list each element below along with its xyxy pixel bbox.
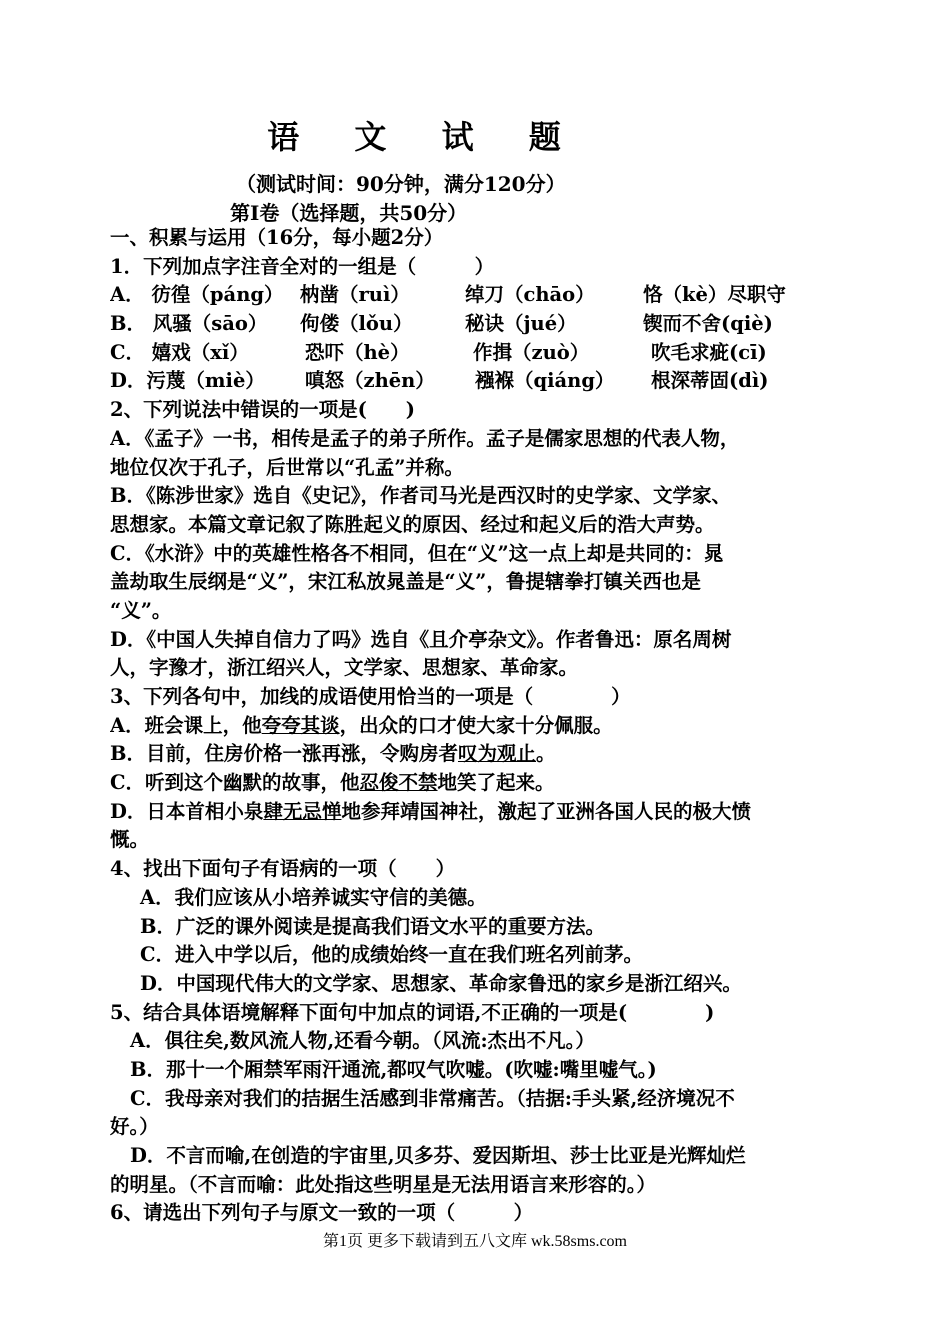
section-heading: 一、积累与运用（16分，每小题2分） [110,226,444,249]
q1-b-2: 佝偻（lǒu） [300,312,413,336]
q3-a-idiom: 夸夸其谈 [261,713,340,737]
q3-d-idiom: 肆无忌惮 [263,799,342,823]
q3-b-post: 。 [536,742,556,766]
q1-option-row [110,367,835,396]
q1-d-1: D．污蔑（miè） [110,369,265,393]
q1-d-3: 襁褓（qiáng） [475,369,615,393]
q2-line: 盖劫取生辰纲是“义”，宋江私放晁盖是“义”，鲁提辖拳打镇关西也是 [110,570,701,594]
q3-a-post: ，出众的口才使大家十分佩服。 [339,713,613,737]
q1-a-3: 绰刀（chāo） [465,283,595,307]
q3-option-a [110,712,835,741]
q3-b-idiom: 叹为观止 [457,742,536,766]
q3-option-c [110,769,835,798]
q1-a-1: A． 彷徨（páng） [110,283,284,307]
q5-stem: 5、结合具体语境解释下面句中加点的词语,不正确的一项是( ) [110,1000,715,1024]
q3-stem: 3、下列各句中，加线的成语使用恰当的一项是（ ） [110,685,631,708]
q2-line: A．《孟子》一书，相传是孟子的弟子所作。孟子是儒家思想的代表人物， [110,426,740,450]
q3-d-pre: D．日本首相小泉 [110,799,264,823]
q1-option-row [110,281,835,310]
q2-line: 思想家。本篇文章记叙了陈胜起义的原因、经过和起义后的浩大声势。 [110,512,715,536]
page-footer: 第1页 更多下载请到五八文库 wk.58sms.com [322,1233,627,1250]
q6-stem: 6、请选出下列句子与原文一致的一项（ ） [110,1201,534,1225]
q1-option-row [110,310,835,339]
q3-option-b [110,740,835,769]
q3-c-post: 地笑了起来。 [437,771,555,795]
q1-option-row [110,339,835,368]
q1-a-4: 恪（kè）尽职守 [643,283,786,307]
question-body [110,224,835,1228]
q2-line: B．《陈涉世家》选自《史记》，作者司马光是西汉时的史学家、文学家、 [110,484,731,508]
q2-line: 人，字豫才，浙江绍兴人，文学家、思想家、革命家。 [110,656,579,680]
q2-line: “义”。 [110,598,172,622]
q3-d-post: 地参拜靖国神社，激起了亚洲各国人民的极大愤 [341,799,751,823]
q3-b-pre: B．目前，住房价格一涨再涨，令购房者 [110,742,458,766]
q1-c-1: C． 嬉戏（xǐ） [110,340,249,364]
q2-line: D．《中国人失掉自信力了吗》选自《且介亭杂文》。作者鲁迅：原名周树 [110,627,732,651]
q3-option-d [110,798,835,827]
q4-option: D．中国现代伟大的文学家、思想家、革命家鲁迅的家乡是浙江绍兴。 [140,971,742,995]
q3-a-pre: A．班会课上，他 [110,713,262,737]
q1-d-2: 嗔怒（zhēn） [305,369,435,393]
q3-c-idiom: 忍俊不禁 [359,771,438,795]
q1-b-3: 秘诀（jué） [465,312,577,336]
q1-d-4: 根深蒂固(dì) [651,369,769,393]
q5-option-c-cont: 好。） [110,1115,159,1139]
q1-stem: 1．下列加点字注音全对的一组是（ ） [110,254,495,278]
q1-c-3: 作揖（zuò） [473,340,590,364]
q3-c-pre: C．听到这个幽默的故事，他 [110,771,360,795]
q2-line: C．《水浒》中的英雄性格各不相同，但在“义”这一点上却是共同的：晁 [110,541,724,565]
q1-a-2: 枘凿（ruì） [300,283,410,307]
q1-c-4: 吹毛求疵(cī) [651,340,767,364]
q2-line: 地位仅次于孔子，后世常以“孔孟”并称。 [110,455,464,479]
q5-option-c: C．我母亲对我们的拮据生活感到非常痛苦。（拮据:手头紧,经济境况不 [130,1086,735,1110]
q4-option: A．我们应该从小培养诚实守信的美德。 [140,885,487,909]
page-title: 语 文 试 题 [267,118,583,156]
q5-option-a: A．俱往矣,数风流人物,还看今朝。（风流:杰出不凡。） [130,1029,595,1053]
part-heading: 第Ⅰ卷（选择题，共50分） [230,201,468,225]
q4-option: C．进入中学以后，他的成绩始终一直在我们班名列前茅。 [140,943,644,967]
q4-stem: 4、找出下面句子有语病的一项（ ） [110,857,456,881]
q5-option-d-cont: 的明星。（不言而喻：此处指这些明星是无法用语言来形容的。） [110,1172,657,1196]
q3-option-d-cont: 慨。 [110,828,150,852]
exam-subtitle: （测试时间：90分钟，满分120分） [236,172,566,196]
q1-b-1: B． 风骚（sāo） [110,312,268,336]
q5-option-b: B．那十一个厢禁军雨汗通流,都叹气吹嘘。(吹嘘:嘴里嘘气。) [130,1057,657,1081]
q2-stem: 2、下列说法中错误的一项是( ) [110,398,416,422]
q1-b-4: 锲而不舍(qiè) [643,312,773,336]
q5-option-d: D．不言而喻,在创造的宇宙里,贝多芬、爱因斯坦、莎士比亚是光辉灿烂 [130,1144,746,1167]
q1-c-2: 恐吓（hè） [305,340,410,364]
q4-option: B．广泛的课外阅读是提高我们语文水平的重要方法。 [140,914,605,938]
